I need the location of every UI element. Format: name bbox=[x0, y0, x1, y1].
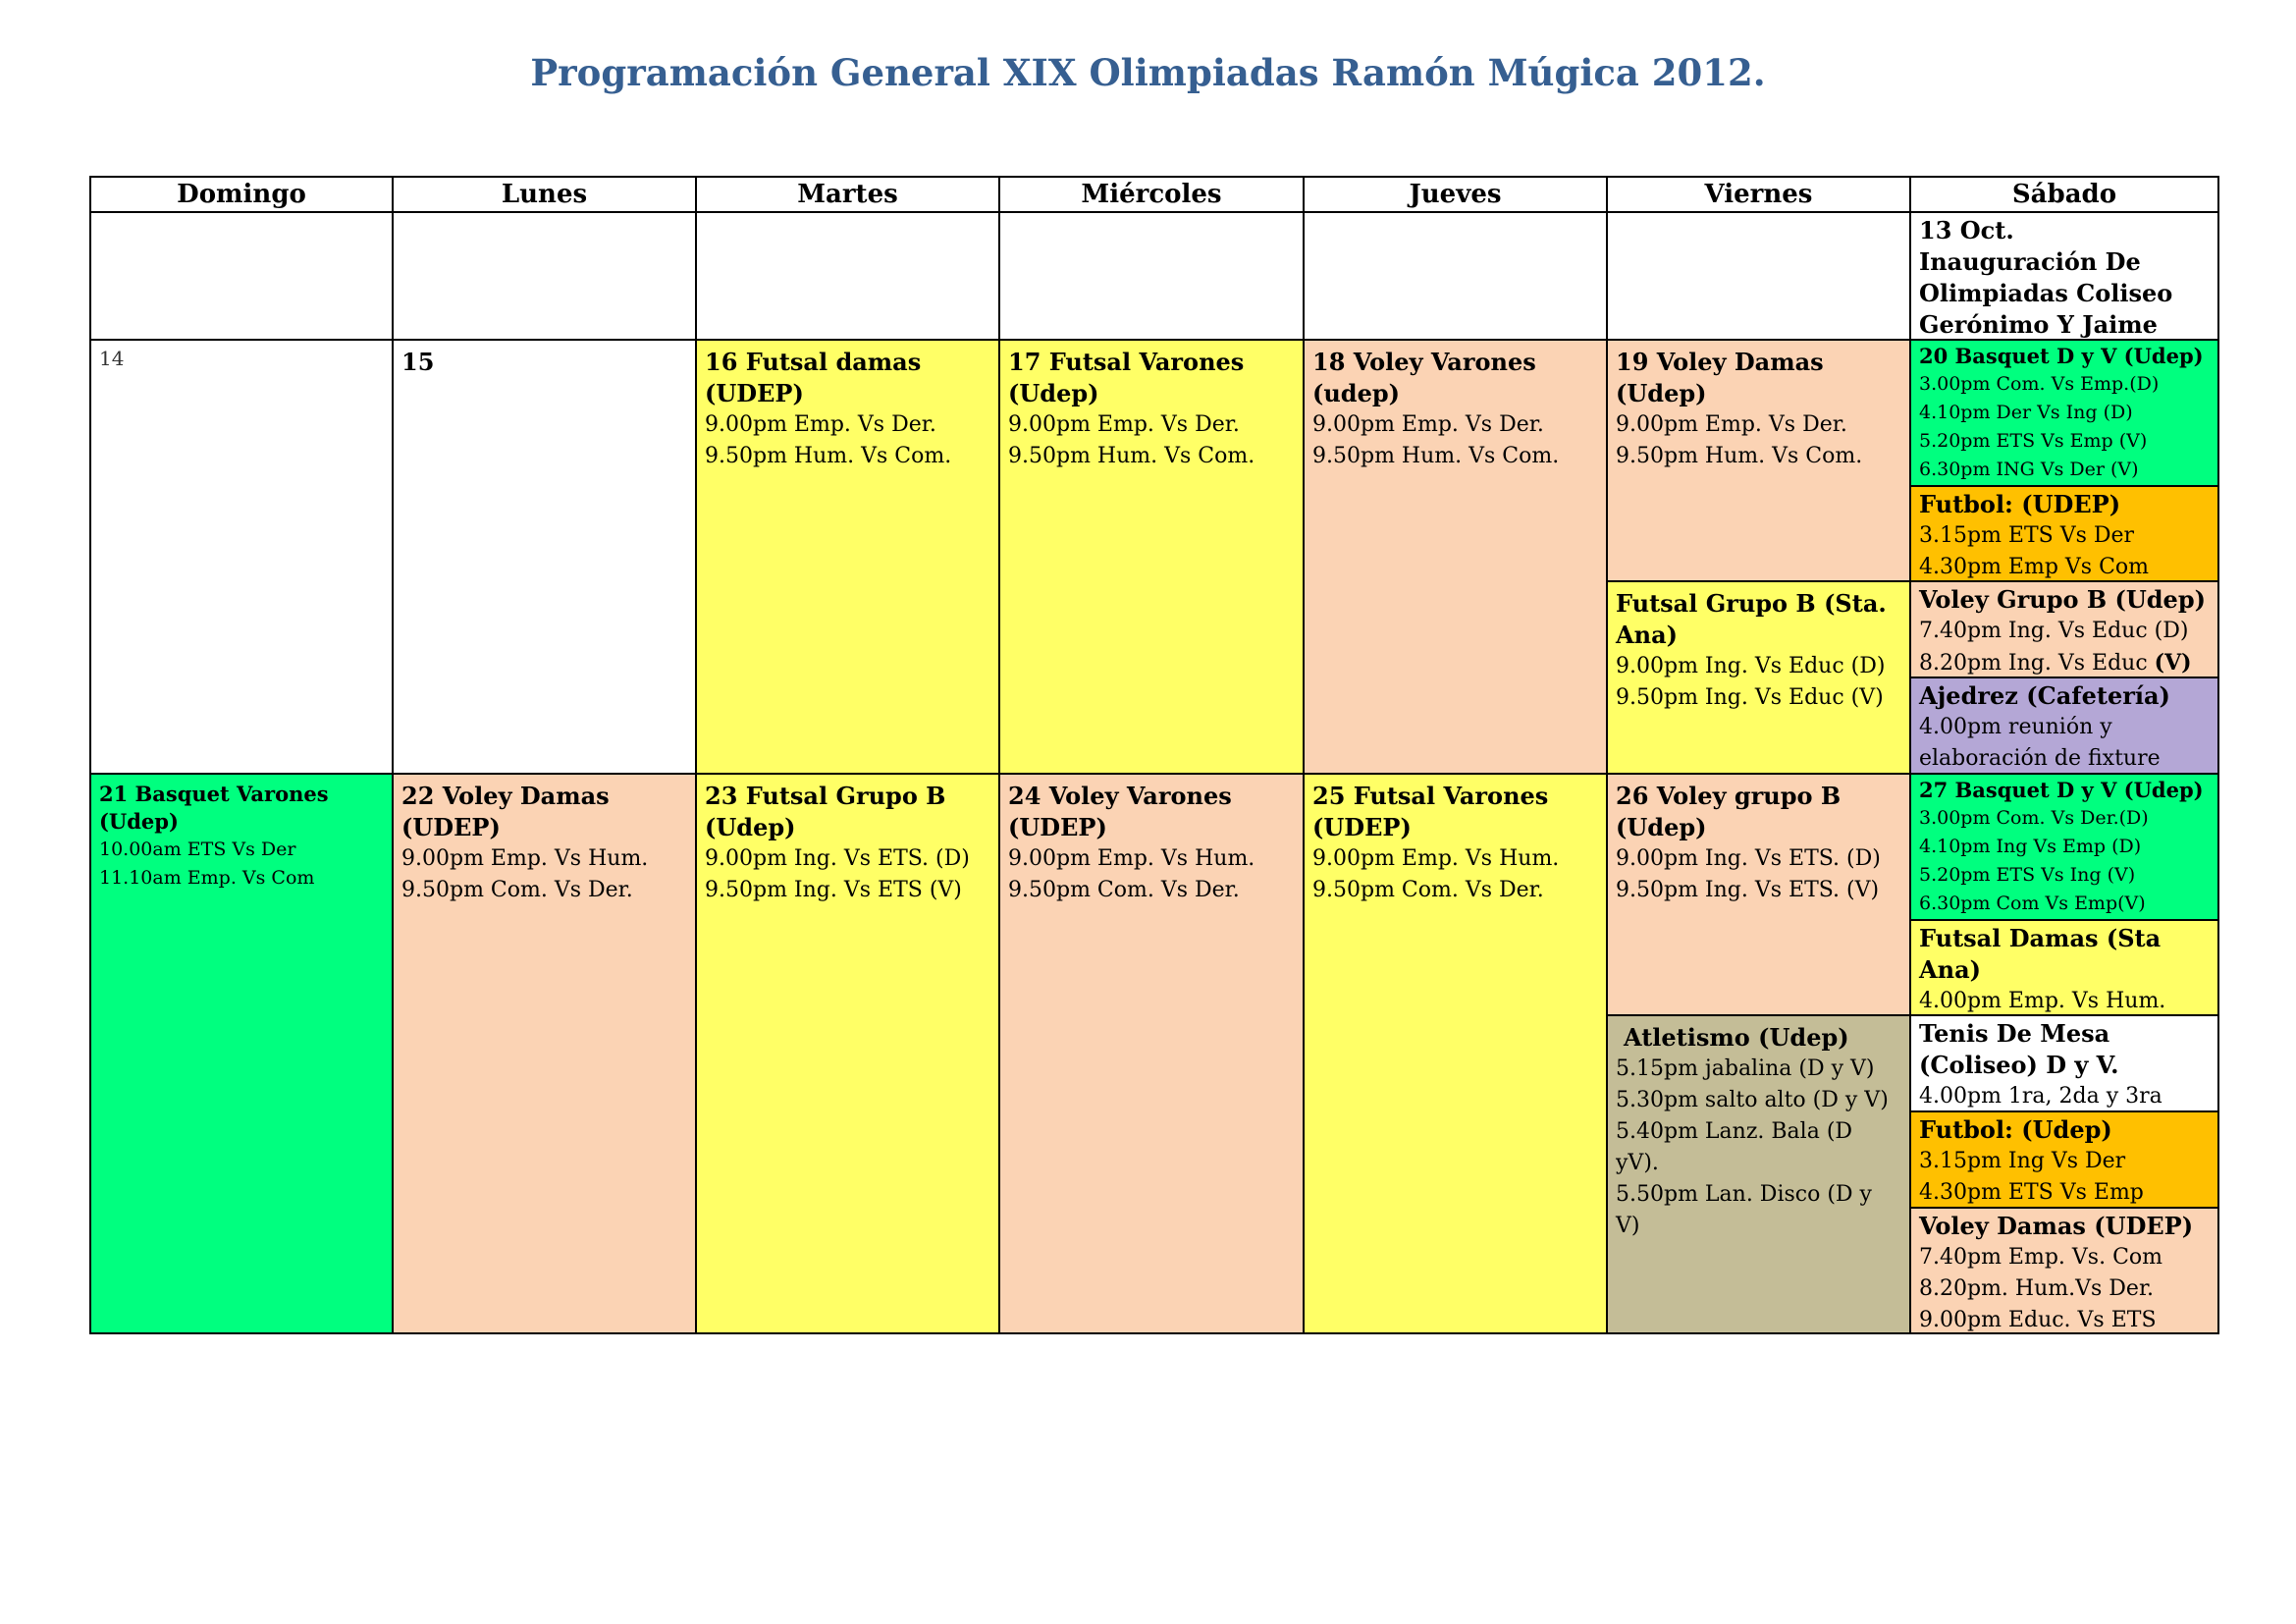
day-cell-27-futsal bbox=[1909, 919, 2219, 1016]
match-line: 9.00pm Educ. Vs ETS bbox=[1919, 1308, 2157, 1332]
day-number: 14 bbox=[99, 347, 125, 370]
match-line: 9.50pm Ing. Vs ETS (V) bbox=[705, 878, 962, 902]
match-line: 9.50pm Hum. Vs Com. bbox=[1008, 444, 1255, 468]
match-line: 4.00pm 1ra, 2da y 3ra bbox=[1919, 1084, 2163, 1109]
day-cell-19-voley bbox=[1606, 339, 1911, 582]
day-cell-27-tenis bbox=[1909, 1014, 2219, 1112]
match-line: 9.50pm Ing. Vs ETS. (V) bbox=[1616, 878, 1880, 902]
header-miercoles: Miércoles bbox=[998, 176, 1305, 213]
header-jueves: Jueves bbox=[1303, 176, 1608, 213]
event-title: 21 Basquet Varones (Udep) bbox=[99, 782, 329, 834]
event-line: Gerónimo Y Jaime bbox=[1919, 310, 2158, 339]
match-line: 3.15pm ETS Vs Der bbox=[1919, 523, 2135, 548]
event-title: 27 Basquet D y V (Udep) bbox=[1919, 778, 2204, 802]
day-cell-23 bbox=[695, 773, 1000, 1334]
match-line: 9.50pm Com. Vs Der. bbox=[401, 878, 633, 902]
match-line bbox=[1919, 647, 2210, 678]
event-title: Futbol: (UDEP) bbox=[1919, 490, 2121, 518]
match-line: 5.20pm ETS Vs Emp (V) bbox=[1919, 430, 2148, 452]
match-line: 5.20pm ETS Vs Ing (V) bbox=[1919, 864, 2136, 886]
day-cell-24 bbox=[998, 773, 1305, 1334]
day-cell-27-basquet bbox=[1909, 773, 2219, 921]
match-line: 9.00pm Emp. Vs Der. bbox=[705, 412, 936, 437]
match-line: elaboración de fixture bbox=[1919, 746, 2161, 771]
day-cell-20-ajedrez bbox=[1909, 677, 2219, 775]
match-line: 6.30pm ING Vs Der (V) bbox=[1919, 459, 2139, 480]
match-line: 3.15pm Ing Vs Der bbox=[1919, 1149, 2126, 1173]
day-cell-21 bbox=[89, 773, 394, 1334]
day-cell-19-futsal bbox=[1606, 580, 1911, 775]
cell-empty bbox=[1606, 211, 1911, 341]
event-title: 16 Futsal damas (UDEP) bbox=[705, 348, 922, 407]
event-title: 18 Voley Varones (udep) bbox=[1312, 348, 1536, 407]
event-title: 19 Voley Damas (Udep) bbox=[1616, 348, 1824, 407]
match-line: 7.40pm Ing. Vs Educ (D) bbox=[1919, 619, 2189, 643]
event-title: Ajedrez (Cafetería) bbox=[1919, 681, 2170, 710]
header-domingo: Domingo bbox=[89, 176, 394, 213]
day-number: 15 bbox=[401, 348, 435, 376]
day-cell-20-futbol bbox=[1909, 485, 2219, 582]
day-cell-26-voley-b bbox=[1606, 773, 1911, 1016]
match-line: 9.50pm Com. Vs Der. bbox=[1312, 878, 1544, 902]
match-line: 5.40pm Lanz. Bala (D yV). bbox=[1616, 1119, 1853, 1175]
event-title: Futsal Damas (Sta Ana) bbox=[1919, 924, 2162, 984]
match-line: 5.50pm Lan. Disco (D y V) bbox=[1616, 1182, 1872, 1238]
match-line: 9.00pm Ing. Vs ETS. (D) bbox=[705, 846, 970, 871]
event-title: 13 Oct. bbox=[1919, 216, 2014, 244]
match-line: 3.00pm Com. Vs Emp.(D) bbox=[1919, 373, 2160, 395]
match-suffix: (V) bbox=[2154, 650, 2192, 676]
page-title: Programación General XIX Olimpiadas Ramón Múgica 2012. bbox=[530, 51, 1766, 94]
match-line: 4.10pm Ing Vs Emp (D) bbox=[1919, 836, 2142, 857]
header-lunes: Lunes bbox=[392, 176, 697, 213]
day-cell-25 bbox=[1303, 773, 1608, 1334]
cell-empty bbox=[998, 211, 1305, 341]
match-line: 10.00am ETS Vs Der bbox=[99, 839, 296, 860]
header-sabado: Sábado bbox=[1909, 176, 2219, 213]
event-title: 20 Basquet D y V (Udep) bbox=[1919, 344, 2204, 368]
match-line: 5.30pm salto alto (D y V) bbox=[1616, 1088, 1889, 1112]
match-line: 9.50pm Com. Vs Der. bbox=[1008, 878, 1240, 902]
event-title: Tenis De Mesa (Coliseo) D y V. bbox=[1919, 1019, 2119, 1079]
event-title: Voley Damas (UDEP) bbox=[1919, 1212, 2194, 1240]
event-title: Futbol: (Udep) bbox=[1919, 1115, 2112, 1144]
event-title: 22 Voley Damas (UDEP) bbox=[401, 782, 610, 841]
event-title: 24 Voley Varones (UDEP) bbox=[1008, 782, 1232, 841]
match-line: 11.10am Emp. Vs Com bbox=[99, 867, 315, 889]
match-line: 9.00pm Emp. Vs Der. bbox=[1616, 412, 1847, 437]
match-line: 9.00pm Ing. Vs ETS. (D) bbox=[1616, 846, 1881, 871]
day-cell-27-voley-damas bbox=[1909, 1207, 2219, 1334]
match-line: 4.30pm ETS Vs Emp bbox=[1919, 1180, 2144, 1205]
match-line: 4.00pm Emp. Vs Hum. bbox=[1919, 989, 2166, 1013]
day-cell-22 bbox=[392, 773, 697, 1334]
match-line: 9.00pm Emp. Vs Hum. bbox=[1008, 846, 1255, 871]
match-line: 9.50pm Hum. Vs Com. bbox=[1312, 444, 1560, 468]
match-text: 8.20pm Ing. Vs Educ bbox=[1919, 651, 2148, 676]
event-title: 25 Futsal Varones (UDEP) bbox=[1312, 782, 1549, 841]
day-cell-27-futbol bbox=[1909, 1110, 2219, 1209]
match-line: 9.50pm Hum. Vs Com. bbox=[1616, 444, 1863, 468]
day-cell-20-voley-b bbox=[1909, 580, 2219, 678]
match-line: 9.00pm Emp. Vs Der. bbox=[1312, 412, 1544, 437]
match-line: 9.00pm Emp. Vs Der. bbox=[1008, 412, 1240, 437]
cell-empty bbox=[695, 211, 1000, 341]
day-cell-18 bbox=[1303, 339, 1608, 775]
event-title: Voley Grupo B (Udep) bbox=[1919, 585, 2206, 614]
event-title: 17 Futsal Varones (Udep) bbox=[1008, 348, 1245, 407]
event-line: Olimpiadas Coliseo bbox=[1919, 279, 2173, 307]
match-line: 6.30pm Com Vs Emp(V) bbox=[1919, 893, 2146, 914]
match-line: 7.40pm Emp. Vs. Com bbox=[1919, 1245, 2163, 1270]
match-line: 9.00pm Emp. Vs Hum. bbox=[1312, 846, 1560, 871]
cell-empty bbox=[392, 211, 697, 341]
day-cell-26-atletismo bbox=[1606, 1014, 1911, 1334]
match-line: 5.15pm jabalina (D y V) bbox=[1616, 1056, 1875, 1081]
day-cell-13-oct bbox=[1909, 211, 2219, 341]
match-line: 9.00pm Ing. Vs Educ (D) bbox=[1616, 654, 1886, 678]
match-line: 4.10pm Der Vs Ing (D) bbox=[1919, 402, 2133, 423]
match-line: 4.00pm reunión y bbox=[1919, 715, 2112, 739]
match-line: 9.50pm Hum. Vs Com. bbox=[705, 444, 952, 468]
event-title: 23 Futsal Grupo B (Udep) bbox=[705, 782, 946, 841]
event-title: Futsal Grupo B (Sta. Ana) bbox=[1616, 589, 1887, 649]
day-cell-14 bbox=[89, 339, 394, 775]
event-title: Atletismo (Udep) bbox=[1624, 1023, 1849, 1052]
schedule-table bbox=[89, 176, 2219, 1334]
day-cell-20-basquet bbox=[1909, 339, 2219, 487]
event-title: 26 Voley grupo B (Udep) bbox=[1616, 782, 1842, 841]
match-line: 3.00pm Com. Vs Der.(D) bbox=[1919, 807, 2149, 829]
match-line: 4.30pm Emp Vs Com bbox=[1919, 555, 2150, 579]
event-line: Inauguración De bbox=[1919, 247, 2141, 276]
day-cell-17 bbox=[998, 339, 1305, 775]
header-martes: Martes bbox=[695, 176, 1000, 213]
match-line: 9.00pm Emp. Vs Hum. bbox=[401, 846, 649, 871]
match-line: 8.20pm. Hum.Vs Der. bbox=[1919, 1276, 2155, 1301]
header-viernes: Viernes bbox=[1606, 176, 1911, 213]
day-cell-16 bbox=[695, 339, 1000, 775]
match-line: 9.50pm Ing. Vs Educ (V) bbox=[1616, 685, 1884, 710]
cell-empty bbox=[89, 211, 394, 341]
cell-empty bbox=[1303, 211, 1608, 341]
day-cell-15 bbox=[392, 339, 697, 775]
